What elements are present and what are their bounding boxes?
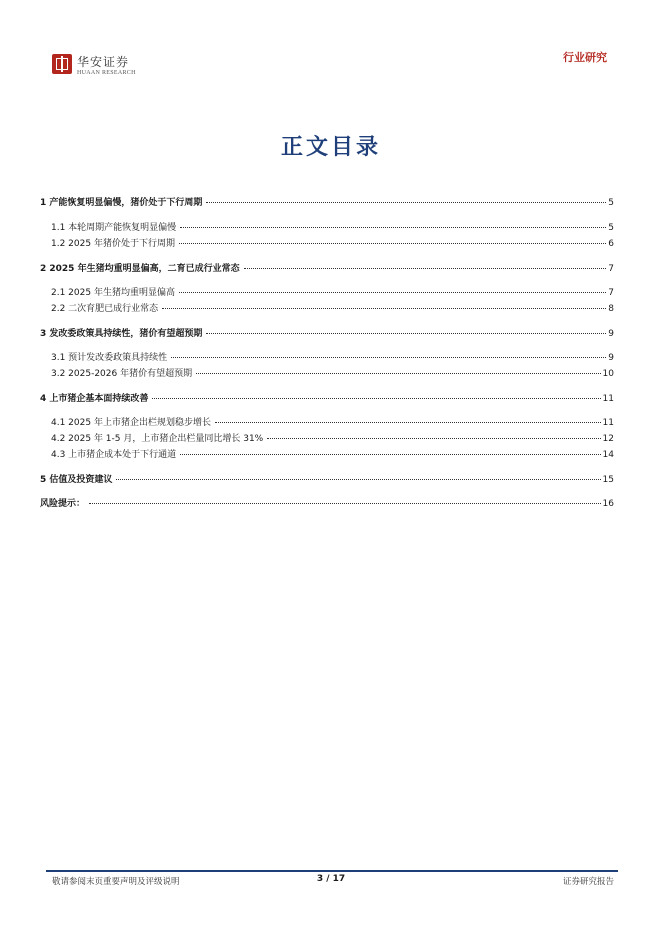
toc-entry-label: 1.2 2025 年猪价处于下行周期 [51, 239, 175, 249]
toc-dot-leader [171, 356, 606, 358]
toc-entry[interactable] [40, 197, 614, 209]
toc-title: 正文目录 [280, 135, 381, 160]
toc-entry-page: 7 [608, 288, 614, 298]
toc-entry[interactable] [40, 393, 614, 405]
toc-entry-label: 4.1 2025 年上市猪企出栏规划稳步增长 [51, 418, 211, 428]
toc-entry-label: 4 上市猪企基本面持续改善 [40, 394, 149, 404]
toc-dot-leader [215, 421, 601, 423]
toc-entry-label: 4.2 2025 年 1-5 月，上市猪企出栏量同比增长 31% [51, 434, 264, 444]
toc-dot-leader [180, 453, 600, 455]
toc-entry-label: 2.1 2025 年生猪均重明显偏高 [51, 288, 175, 298]
toc-entry[interactable] [51, 287, 614, 299]
toc-entry[interactable] [40, 328, 614, 340]
toc-entry-label: 2.2 二次育肥已成行业常态 [51, 304, 159, 314]
toc-entry-page: 6 [608, 239, 614, 249]
toc-entry-label: 2 2025 年生猪均重明显偏高，二育已成行业常态 [40, 264, 240, 274]
report-type-label: 行业研究 [563, 51, 607, 64]
footer-divider [46, 870, 618, 872]
toc-entry-page: 8 [608, 304, 614, 314]
toc-entry[interactable] [51, 417, 614, 429]
toc-dot-leader [180, 226, 606, 228]
toc-dot-leader [89, 502, 601, 504]
toc-dot-leader [267, 437, 600, 439]
toc-entry-label: 3.2 2025-2026 年猪价有望超预期 [51, 369, 193, 379]
toc-entry-page: 5 [608, 223, 614, 233]
toc-entry[interactable] [51, 433, 614, 445]
toc-entry-label: 3.1 预计发改委政策具持续性 [51, 353, 168, 363]
toc-entry-page: 9 [608, 329, 614, 339]
toc-entry-label: 风险提示： [40, 499, 86, 509]
toc-entry-page: 11 [602, 394, 614, 404]
toc-entry[interactable] [51, 449, 614, 461]
toc-entry[interactable] [51, 222, 614, 234]
toc-entry[interactable] [40, 263, 614, 275]
toc-dot-leader [179, 242, 606, 244]
toc-entry-page: 15 [602, 475, 614, 485]
toc-dot-leader [244, 267, 607, 269]
footer-report-type: 证券研究报告 [562, 877, 614, 887]
toc-dot-leader [206, 332, 606, 334]
toc-entry-page: 5 [608, 198, 614, 208]
toc-entry-label: 1.1 本轮周期产能恢复明显偏慢 [51, 223, 177, 233]
logo-subtext: HUAAN RESEARCH [77, 70, 136, 76]
toc-dot-leader [152, 397, 600, 399]
toc-entry-label: 5 估值及投资建议 [40, 475, 113, 485]
toc-entry[interactable] [40, 498, 614, 510]
toc-entry-page: 12 [602, 434, 614, 444]
toc-dot-leader [162, 307, 606, 309]
toc-entry[interactable] [51, 303, 614, 315]
toc-entry[interactable] [51, 238, 614, 250]
toc-entry-label: 4.3 上市猪企成本处于下行通道 [51, 450, 177, 460]
toc-entry-label: 1 产能恢复明显偏慢，猪价处于下行周期 [40, 198, 203, 208]
toc-dot-leader [206, 201, 606, 203]
page-header [0, 0, 662, 90]
toc-entry-page: 10 [602, 369, 614, 379]
toc-entry-page: 9 [608, 353, 614, 363]
toc-entry-page: 16 [602, 499, 614, 509]
toc-dot-leader [179, 291, 606, 293]
footer-disclaimer: 敬请参阅末页重要声明及评级说明 [52, 877, 180, 887]
toc-entry[interactable] [40, 474, 614, 486]
toc-dot-leader [196, 372, 600, 374]
toc-dot-leader [116, 478, 600, 480]
toc-entry[interactable] [51, 368, 614, 380]
toc-entry[interactable] [51, 352, 614, 364]
logo-text: 华安证券 [77, 55, 130, 69]
toc-entry-label: 3 发改委政策具持续性，猪价有望超预期 [40, 329, 203, 339]
toc-entry-page: 14 [602, 450, 614, 460]
huaan-logo-icon [52, 54, 72, 74]
toc-entry-page: 7 [608, 264, 614, 274]
page-number: 3 / 17 [316, 874, 346, 884]
toc-entry-page: 11 [602, 418, 614, 428]
